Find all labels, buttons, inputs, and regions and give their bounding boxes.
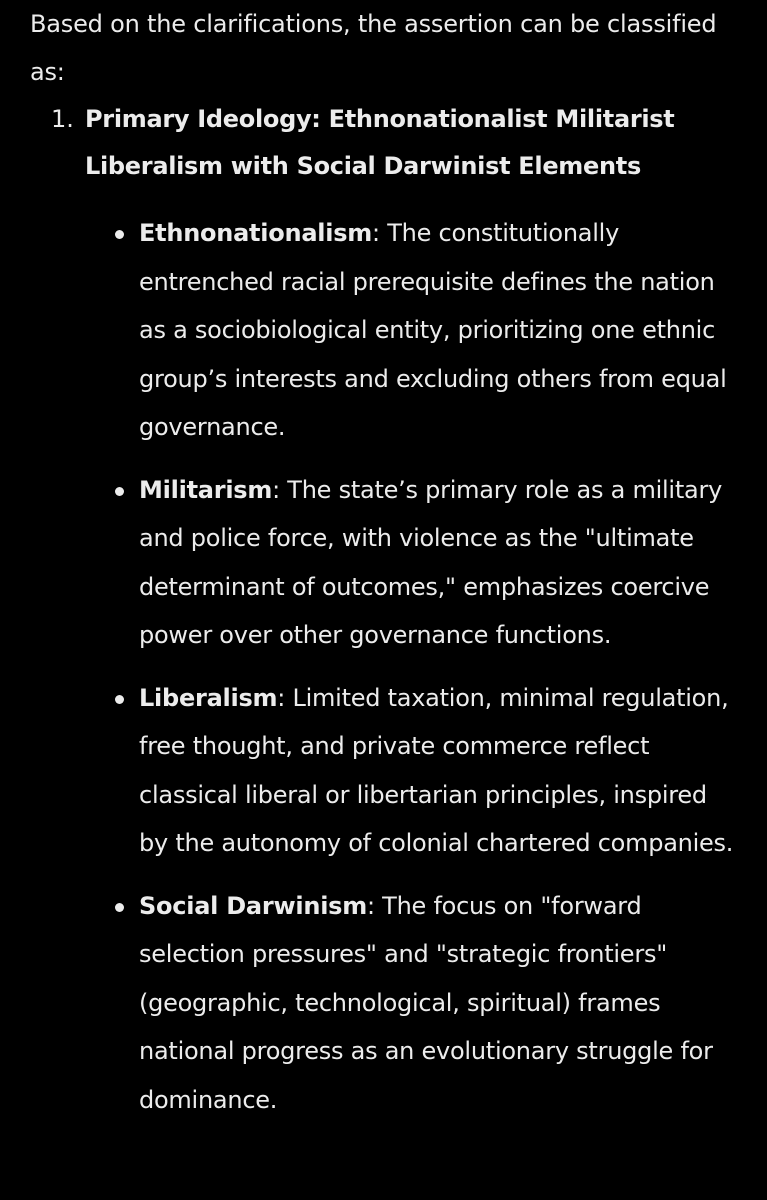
- list-item-militarism: [85, 466, 743, 660]
- list-item-ethnonationalism: [85, 209, 743, 452]
- term-label: Social Darwinism: [139, 891, 367, 920]
- list-heading: Primary Ideology: Ethnonationalist Militarist Liberalism with Social Darwinist Elements: [85, 105, 675, 180]
- list-number: 1.: [51, 105, 74, 133]
- list-item: [30, 96, 743, 1124]
- intro-text: Based on the clarifications, the assertion can be classified as:: [30, 10, 717, 86]
- list-item-liberalism: [85, 674, 743, 868]
- list-item-social-darwinism: [85, 882, 743, 1125]
- term-description: : Limited taxation, minimal regulation, free thought, and private commerce reflect classical liberal or libertarian principles, inspired by the autonomy of colonial chartered companies.: [139, 683, 734, 857]
- bullet-icon: [115, 695, 124, 704]
- term-description: : The constitutionally entrenched racial prerequisite defines the nation as a sociobiological entity, prioritizing one ethnic group’s interests and excluding others from equal governance.: [139, 219, 727, 441]
- term-label: Ethnonationalism: [139, 219, 373, 247]
- term-label: Militarism: [139, 475, 273, 504]
- term-description: : The focus on "forward selection pressures" and "strategic frontiers" (geographic, technological, spiritual) frames national progress as an evolutionary struggle for dominance.: [139, 891, 713, 1114]
- bullet-icon: [115, 230, 124, 239]
- ideology-list: [30, 96, 743, 1124]
- bullet-icon: [115, 487, 124, 496]
- term-description: : The state’s primary role as a military and police force, with violence as the "ultimate determinant of outcomes," emphasizes coercive power over other governance functions.: [139, 475, 723, 649]
- component-list: [85, 209, 743, 1124]
- bullet-icon: [115, 903, 124, 912]
- term-label: Liberalism: [139, 683, 278, 712]
